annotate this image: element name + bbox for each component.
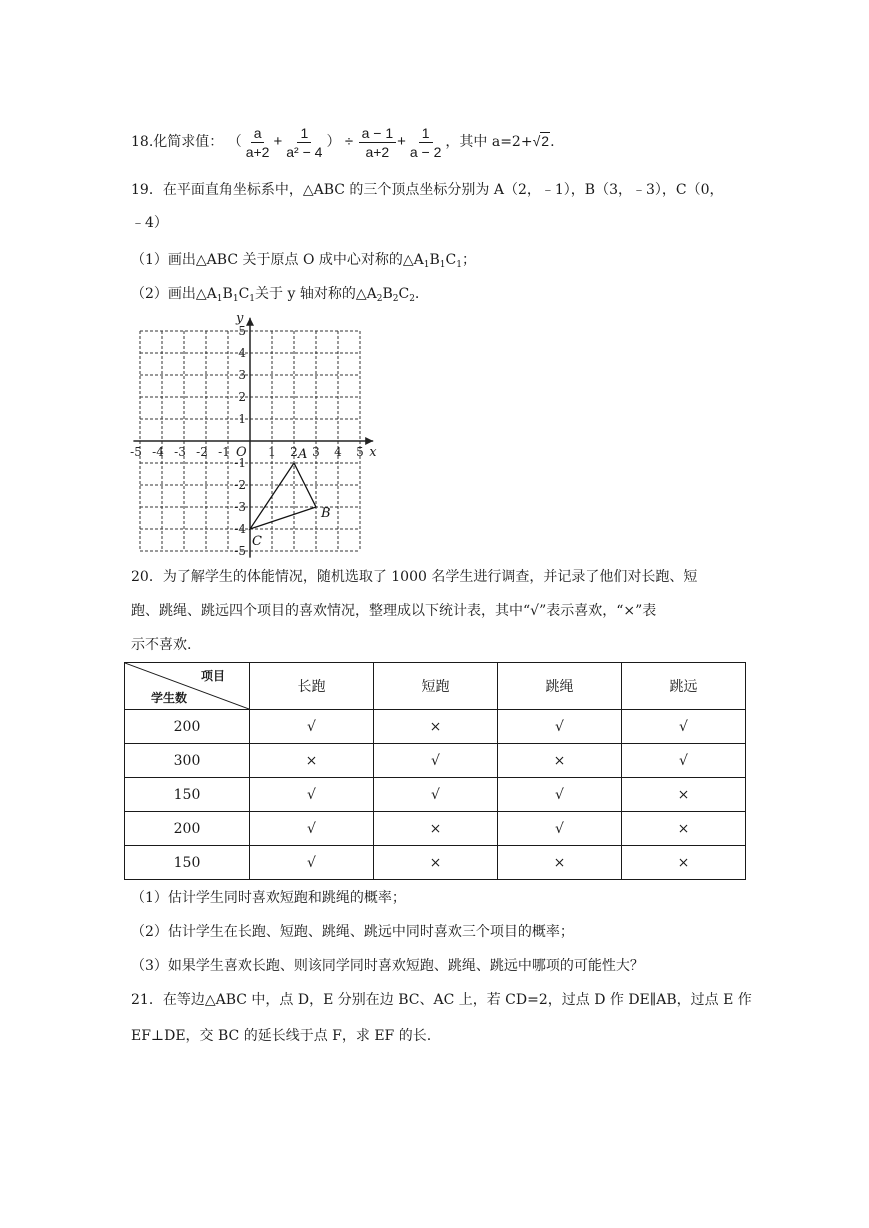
q19-part-2 — [131, 284, 419, 309]
q20-line-1: 20．为了解学生的体能情况，随机选取了 1000 名学生进行调查，并记录了他们对长跑、短 — [131, 569, 698, 585]
q20-part-1: （1）估计学生同时喜欢短跑和跳绳的概率； — [131, 890, 406, 906]
q18-plus-2: + — [397, 133, 406, 150]
table-cell: √ — [250, 846, 374, 880]
q20-line-3: 示不喜欢. — [131, 637, 192, 653]
q18-label: 化简求值： — [153, 134, 224, 150]
q19-part1-b: B — [429, 252, 440, 268]
x-tick-label: 3 — [312, 445, 320, 459]
q19-part2-b: B — [222, 286, 233, 302]
q18-f1-numerator: a — [251, 125, 265, 143]
q19-part2-c: C — [238, 286, 250, 302]
y-tick-label: 3 — [238, 368, 246, 382]
table-cell: × — [622, 778, 746, 812]
table-row — [125, 846, 746, 880]
q18-f3-numerator: a − 1 — [359, 125, 397, 143]
q18-f4-denominator: a − 2 — [409, 143, 442, 160]
sqrt-icon: √ — [532, 133, 541, 149]
table-cell: √ — [250, 710, 374, 744]
q18-fraction-1 — [243, 125, 273, 160]
q19-part2-mid: 关于 y 轴对称的△A — [255, 286, 377, 302]
table-cell: × — [374, 846, 498, 880]
q19-line-1: 19．在平面直角坐标系中，△ABC 的三个顶点坐标分别为 A（2，﹣1），B（3，﹣3），C（0， — [131, 182, 724, 198]
table-cell: × — [250, 744, 374, 778]
x-tick-label: -4 — [152, 445, 164, 459]
table-cell: × — [374, 710, 498, 744]
subscript: 2 — [409, 294, 415, 304]
table-cell: √ — [622, 710, 746, 744]
x-tick-label: 4 — [334, 445, 342, 459]
q18-f3-denominator: a+2 — [365, 143, 390, 160]
q19-part2-b2: B — [382, 286, 393, 302]
subscript: 2 — [392, 294, 399, 304]
vertex-label: B — [321, 506, 331, 521]
table-cell: 150 — [125, 778, 250, 812]
table-cell: √ — [622, 744, 746, 778]
q18-where: ，其中 a=2+ — [445, 134, 533, 150]
q21-line-1: 21．在等边△ABC 中，点 D，E 分别在边 BC、AC 上，若 CD=2，过点 D 作 DE∥AB，过点 E 作 — [131, 992, 752, 1008]
q18-lparen: （ — [227, 134, 242, 150]
origin-label: O — [236, 445, 247, 460]
q19-part1-c: C — [445, 252, 457, 268]
table-row — [125, 812, 746, 846]
coordinate-grid — [128, 310, 378, 560]
q19-part1-text: （1）画出△ABC 关于原点 O 成中心对称的△A — [131, 252, 424, 268]
triangle-abc — [250, 463, 316, 529]
subscript: 1 — [439, 260, 446, 270]
table-header: 跳绳 — [498, 663, 622, 710]
table-cell: 200 — [125, 812, 250, 846]
y-axis-label: y — [236, 310, 244, 326]
q18-number: 18. — [131, 134, 154, 150]
corner-label-bottom: 学生数 — [151, 691, 188, 705]
y-tick-label: -4 — [234, 522, 246, 536]
vertex-label: C — [252, 534, 262, 549]
vertex-label: A — [298, 447, 308, 462]
q18-plus-1: + — [273, 133, 283, 150]
table-header: 短跑 — [374, 663, 498, 710]
table-header-row — [125, 663, 746, 710]
table-cell: √ — [374, 778, 498, 812]
q18-sqrt-radicand: 2 — [541, 133, 550, 149]
q18-f2-numerator: 1 — [297, 125, 311, 143]
table-cell: 150 — [125, 846, 250, 880]
subscript: 1 — [249, 294, 256, 304]
x-tick-label: -3 — [174, 445, 186, 459]
x-tick-label: 2 — [290, 445, 298, 459]
q18-fraction-4 — [407, 125, 445, 160]
q18-f1-denominator: a+2 — [245, 143, 270, 160]
table-cell: × — [622, 812, 746, 846]
q19-part-1 — [131, 250, 476, 275]
table-header: 长跑 — [250, 663, 374, 710]
table-cell: × — [498, 744, 622, 778]
table-cell: √ — [498, 710, 622, 744]
y-tick-label: 2 — [238, 390, 246, 404]
subscript: 2 — [376, 294, 383, 304]
table-cell: × — [622, 846, 746, 880]
stats-table — [124, 662, 746, 880]
y-tick-label: 5 — [238, 324, 246, 338]
y-tick-label: 1 — [238, 412, 246, 426]
x-tick-label: 1 — [268, 445, 276, 459]
q18-end: . — [550, 134, 555, 150]
table-cell: 300 — [125, 744, 250, 778]
y-tick-label: -1 — [234, 456, 246, 470]
x-tick-label: -5 — [130, 445, 142, 459]
q21-line-2: EF⊥DE，交 BC 的延长线于点 F，求 EF 的长. — [131, 1028, 432, 1044]
x-axis-arrow-icon — [365, 437, 373, 445]
y-tick-label: -3 — [234, 500, 246, 514]
table-cell: × — [374, 812, 498, 846]
table-corner-cell — [125, 663, 250, 710]
q19-part2-end: . — [414, 286, 420, 302]
x-tick-label: -1 — [218, 445, 230, 459]
y-axis-arrow-icon — [246, 318, 254, 326]
q18-sqrt — [533, 132, 550, 149]
q18-f2-denominator: a² − 4 — [286, 143, 323, 160]
q18-fraction-3 — [359, 125, 397, 160]
q19-part2-c2: C — [398, 286, 410, 302]
q19-part1-end: ； — [461, 252, 476, 268]
q20-line-2: 跑、跳绳、跳远四个项目的喜欢情况，整理成以下统计表，其中“√”表示喜欢，“×”表 — [131, 603, 657, 619]
q19-part2-text: （2）画出△A — [131, 286, 217, 302]
table-cell: × — [498, 846, 622, 880]
subscript: 1 — [456, 260, 462, 270]
table-row — [125, 744, 746, 778]
x-tick-label: 5 — [356, 445, 364, 459]
x-tick-label: -2 — [196, 445, 208, 459]
y-tick-label: -2 — [234, 478, 246, 492]
q19-line-2: ﹣4） — [131, 215, 168, 231]
x-axis-label: x — [369, 445, 377, 460]
subscript: 1 — [423, 260, 430, 270]
table-cell: √ — [250, 778, 374, 812]
table-cell: √ — [498, 812, 622, 846]
table-header: 跳远 — [622, 663, 746, 710]
y-tick-label: -5 — [234, 544, 246, 558]
table-row — [125, 778, 746, 812]
corner-label-top: 项目 — [200, 669, 225, 683]
table-cell: √ — [374, 744, 498, 778]
q20-part-2: （2）估计学生在长跑、短跑、跳绳、跳远中同时喜欢三个项目的概率； — [131, 924, 574, 940]
q18-divide: ÷ — [344, 133, 354, 150]
table-cell: 200 — [125, 710, 250, 744]
subscript: 1 — [216, 294, 223, 304]
q18-line — [131, 123, 555, 160]
table-cell: √ — [498, 778, 622, 812]
q20-part-3: （3）如果学生喜欢长跑、则该同学同时喜欢短跑、跳绳、跳远中哪项的可能性大？ — [131, 958, 644, 974]
q18-fraction-2 — [283, 125, 325, 160]
q18-rparen: ） — [326, 134, 341, 150]
q18-f4-numerator: 1 — [419, 125, 433, 143]
subscript: 1 — [232, 294, 239, 304]
y-tick-label: 4 — [238, 346, 246, 360]
table-cell: √ — [250, 812, 374, 846]
table-row — [125, 710, 746, 744]
